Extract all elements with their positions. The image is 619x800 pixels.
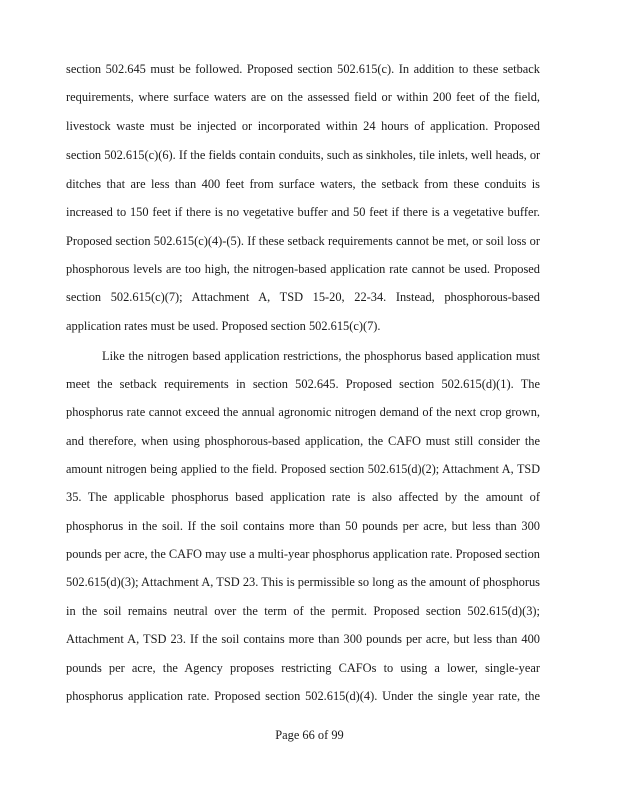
text-line: phosphorus application rate. Proposed section 502.615(d)(4). Under the single year rate, the (66, 689, 540, 703)
text-line: phosphorus rate cannot exceed the annual agronomic nitrogen demand of the next crop grown, (66, 405, 540, 419)
text-line: requirements, where surface waters are on the assessed field or within 200 feet of the field, (66, 90, 540, 104)
text-line: and therefore, when using phosphorous-based application, the CAFO must still consider the (66, 434, 540, 448)
text-line: Proposed section 502.615(c)(4)-(5). If these setback requirements cannot be met, or soil loss or (66, 234, 540, 248)
text-line: increased to 150 feet if there is no vegetative buffer and 50 feet if there is a vegetative buffer. (66, 205, 540, 219)
text-line: section 502.645 must be followed. Proposed section 502.615(c). In addition to these setback (66, 62, 540, 76)
text-line: livestock waste must be injected or incorporated within 24 hours of application. Proposed (66, 119, 540, 133)
text-line: phosphorous levels are too high, the nitrogen-based application rate cannot be used. Proposed (66, 262, 540, 276)
text-line: Like the nitrogen based application restrictions, the phosphorus based application must (102, 349, 540, 363)
page-number: Page 66 of 99 (275, 728, 344, 742)
text-line: Attachment A, TSD 23. If the soil contains more than 300 pounds per acre, but less than 400 (66, 632, 540, 646)
text-line: 502.615(d)(3); Attachment A, TSD 23. This is permissible so long as the amount of phosphorus (66, 575, 540, 589)
text-line: section 502.615(c)(7); Attachment A, TSD 15-20, 22-34. Instead, phosphorous-based (66, 290, 540, 304)
text-line: meet the setback requirements in section 502.645. Proposed section 502.615(d)(1). The (66, 377, 540, 391)
text-line: in the soil remains neutral over the term of the permit. Proposed section 502.615(d)(3); (66, 604, 540, 618)
text-line: pounds per acre, the Agency proposes restricting CAFOs to using a lower, single-year (66, 661, 540, 675)
text-line: 35. The applicable phosphorus based application rate is also affected by the amount of (66, 490, 540, 504)
text-line: ditches that are less than 400 feet from surface waters, the setback from these conduits is (66, 177, 540, 191)
text-line: phosphorus in the soil. If the soil contains more than 50 pounds per acre, but less than 300 (66, 519, 540, 533)
text-line: section 502.615(c)(6). If the fields contain conduits, such as sinkholes, tile inlets, well heads, or (66, 148, 541, 162)
text-line: application rates must be used. Proposed section 502.615(c)(7). (66, 319, 381, 333)
text-line: pounds per acre, the CAFO may use a multi-year phosphorus application rate. Proposed section (66, 547, 540, 561)
text-line: amount nitrogen being applied to the field. Proposed section 502.615(d)(2); Attachment A, TSD (66, 462, 540, 476)
